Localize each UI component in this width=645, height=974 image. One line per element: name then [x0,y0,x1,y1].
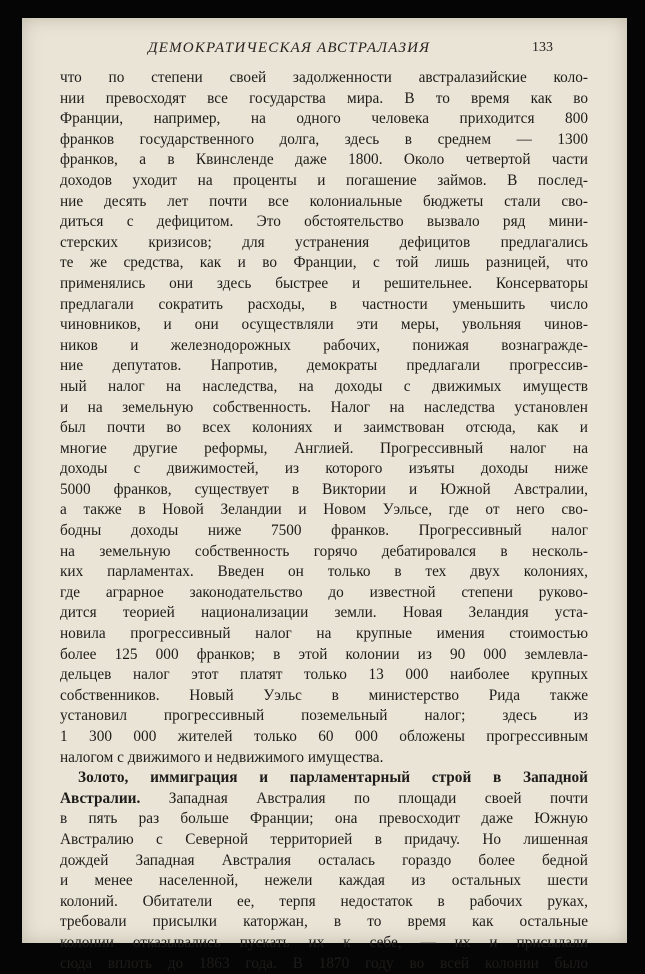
page-header [22,40,627,60]
paragraph-line: 5000 франков, существует в Виктории и Южной Австралии, [60,480,588,498]
paragraph-line: дождей Западная Австралия осталась гораздо более бедной [60,851,588,869]
paragraph-line: Франции, например, на одного человека приходится 800 [60,110,588,128]
paragraph-line [60,789,588,810]
paragraph-line: доходов уходит на проценты и погашение займов. В послед- [60,171,588,189]
paragraph-line: дельцев налог этот платят только 13 000 наиболее крупных [60,666,588,684]
paragraph-line: ние депутатов. Напротив, демократы предлагали прогрессив- [60,357,588,375]
paragraph-line: многие другие реформы, Англией. Прогрессивный налог на [60,439,588,457]
paragraph-line: в пять раз больше Франции; она превосходит даже Южную [60,810,588,828]
paragraph-line: где аграрное законодательство до известной степени руково- [60,583,588,601]
paragraph-line: собственников. Новый Уэльс в министерство Рида также [60,686,588,704]
paragraph-line: бодны доходы ниже 7500 франков. Прогрессивный налог [60,522,588,540]
paragraph-line: требовали присылки каторжан, в то время как остальные [60,913,588,931]
paragraph-tax-reforms [60,68,588,768]
paragraph-line: новила прогрессивный налог на крупные имения стоимостью [60,625,588,643]
paragraph-line: ких парламентах. Введен он только в тех двух колониях, [60,563,588,581]
paragraph-line: более 125 000 франков; в этой колонии из 90 000 землевла- [60,645,588,663]
page-number: 133 [532,40,553,55]
paragraph-line: ников и железнодорожных рабочих, понижая вознагражде- [60,336,588,354]
paragraph-line: и на земельную собственность. Налог на наследства установлен [60,398,588,416]
paragraph-line: 1 300 000 жителей только 60 000 обложены прогрессивным [60,728,588,745]
paragraph-line: и менее населенной, нежели каждая из остальных шести [60,872,588,890]
paragraph-line: колоний. Обитатели ее, терпя недостаток в рабочих руках, [60,892,588,910]
paragraph-line: что по степени своей задолженности австралазийские коло- [60,69,588,86]
paragraph-line: франков, а в Квинсленде даже 1800. Около четвертой части [60,151,588,169]
section-heading-line: Золото, иммиграция и парламентарный строй в Западной [78,769,588,787]
paragraph-line: дится теорией национализации земли. Новая Зеландия уста- [60,604,588,622]
paragraph-line: был почти во всех колониях и заимствован отсюда, как и [60,419,588,437]
paragraph-line: те же средства, как и во Франции, с той лишь разницей, что [60,254,588,272]
paragraph-lines [60,809,588,974]
paragraph-line: налогом с движимого и недвижимого имущества. [60,748,384,766]
section-heading-end: Австралии. [60,789,141,807]
paragraph-line: предлагали сократить расходы, в частности уменьшить число [60,295,588,313]
paragraph-line: а также в Новой Зеландии и Новом Уэльсе, где от него сво- [60,501,588,519]
paragraph-line: применялись они здесь быстрее и решительнее. Консерваторы [60,274,588,292]
paragraph-line: сюда вплоть до 1863 года. В 1870 году во всей колонии было [60,954,588,972]
paragraph-line: доходы с движимостей, из которого изъяты доходы ниже [60,460,588,478]
paragraph-line: диться с дефицитом. Это обстоятельство вызвало ряд мини- [60,213,588,231]
page-body [60,68,588,974]
paragraph-line: франков государственного долга, здесь в среднем — 1300 [60,130,588,148]
paragraph-line-text: Западная Австралия по площади своей почти [168,789,588,807]
paragraph-line: нии превосходят все государства мира. В то время как во [60,89,588,107]
paragraph-line: Австралию с Северной территорией в придачу. Но лишенная [60,830,588,848]
book-page [22,18,627,972]
paragraph-line: ный налог на наследства, на доходы с движимых имуществ [60,377,588,395]
paragraph-line: ние десять лет почти все колониальные бюджеты стали сво- [60,192,588,210]
paragraph-line: на земельную собственность горячо дебатировался в несколь- [60,542,588,560]
paragraph-line: установил прогрессивный поземельный налог; здесь из [60,707,588,725]
paragraph-western-australia [60,768,588,974]
paragraph-line: колонии отказывались пускать их к себе, — их и присылали [60,933,588,951]
paragraph-line: стерских кризисов; для устранения дефицитов предлагались [60,233,588,251]
paragraph-line: чиновников, и они осуществляли эти меры, увольняя чинов- [60,316,588,334]
running-title: ДЕМОКРАТИЧЕСКАЯ АВСТРАЛАЗИЯ [148,40,431,56]
